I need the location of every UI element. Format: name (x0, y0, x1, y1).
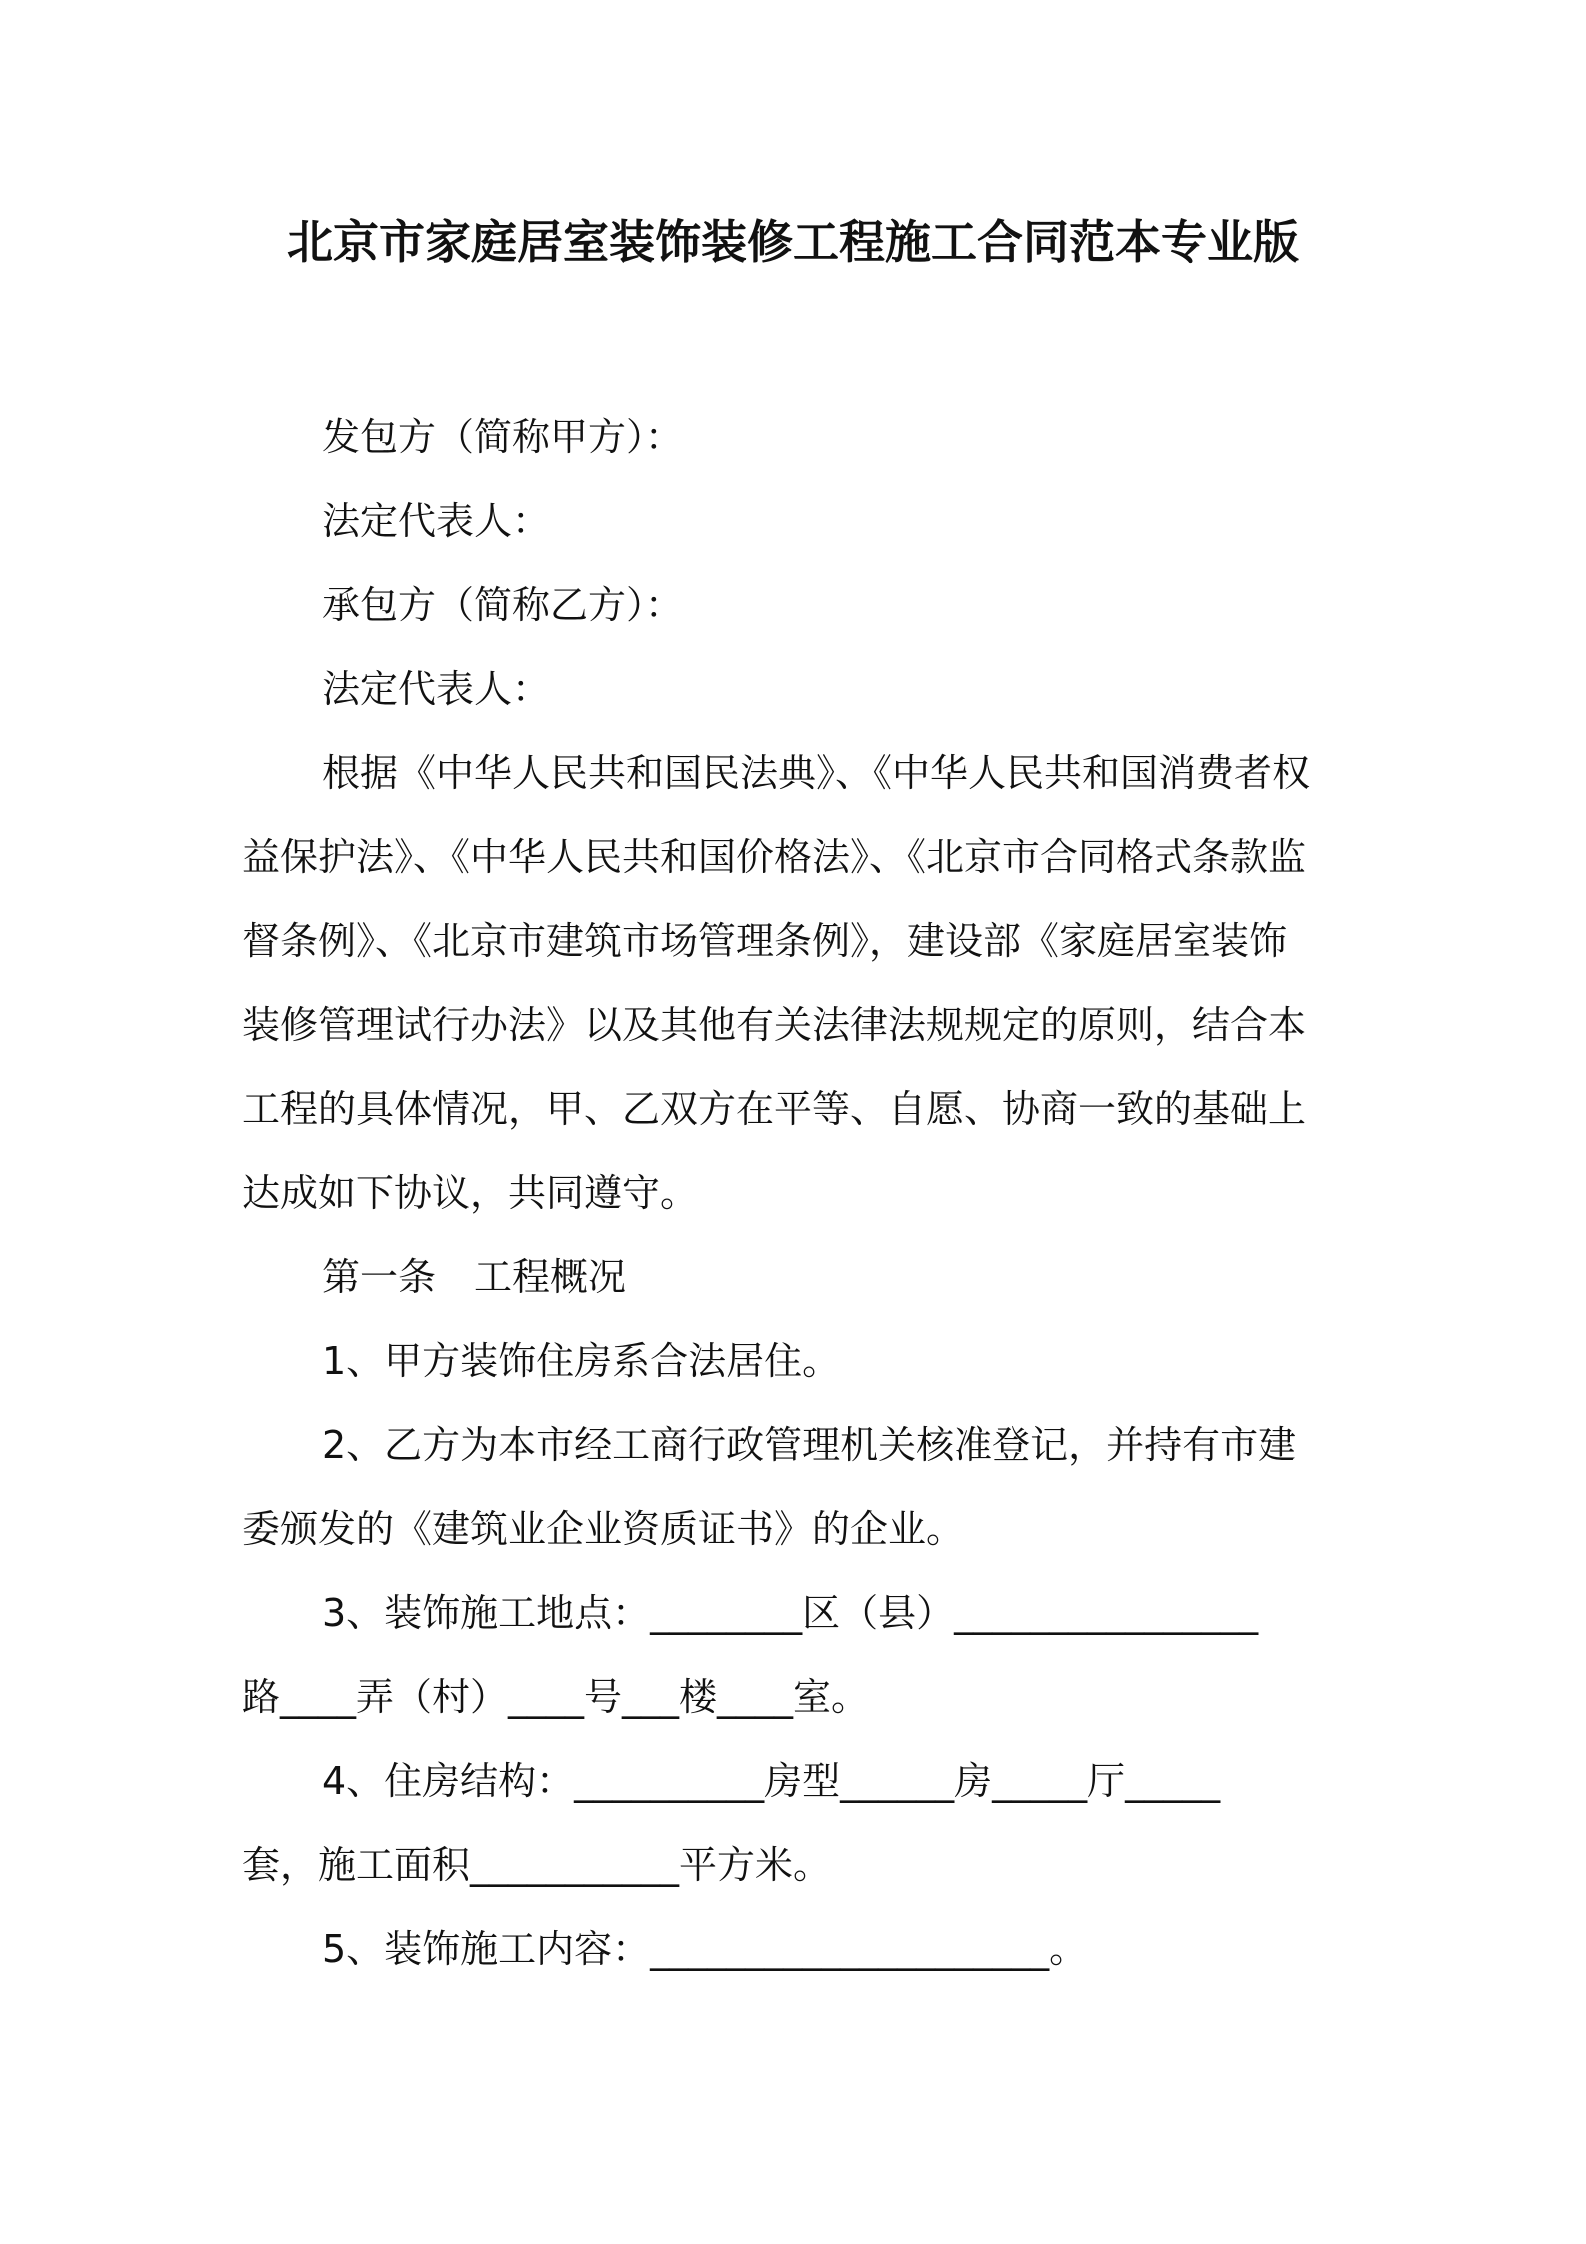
preamble-line: 达成如下协议，共同遵守。 (242, 1171, 699, 1215)
document-title: 北京市家庭居室装饰装修工程施工合同范本专业版 (287, 215, 1299, 269)
preamble-line: 装修管理试行办法》以及其他有关法律法规规定的原则，结合本 (242, 1003, 1307, 1047)
preamble-line: 督条例》、《北京市建筑市场管理条例》，建设部《家庭居室装饰 (242, 919, 1288, 963)
clause-item-5: 5、装饰施工内容：_____________________。 (322, 1927, 1088, 1971)
clause-item-3-line: 3、装饰施工地点：________区（县）________________ (322, 1591, 1259, 1635)
clause-item-4-line: 套，施工面积___________平方米。 (242, 1843, 832, 1887)
clause-item-1: 1、甲方装饰住房系合法居住。 (322, 1339, 841, 1383)
preamble-line: 工程的具体情况，甲、乙双方在平等、自愿、协商一致的基础上 (242, 1087, 1307, 1131)
party-b-label: 承包方（简称乙方）： (322, 583, 684, 627)
clause-item-4-line: 4、住房结构：__________房型______房_____厅_____ (322, 1759, 1221, 1803)
party-a-label: 发包方（简称甲方）： (322, 415, 684, 459)
clause-item-2-line: 2、乙方为本市经工商行政管理机关核准登记，并持有市建 (322, 1423, 1297, 1467)
party-b-representative-label: 法定代表人： (322, 667, 551, 711)
clause-item-2-line: 委颁发的《建筑业企业资质证书》的企业。 (242, 1507, 965, 1551)
clause-item-3-line: 路____弄（村）____号___楼____室。 (242, 1675, 870, 1719)
preamble-line: 益保护法》、《中华人民共和国价格法》、《北京市合同格式条款监 (242, 835, 1307, 879)
preamble-line: 根据《中华人民共和国民法典》、《中华人民共和国消费者权 (322, 751, 1311, 795)
party-a-representative-label: 法定代表人： (322, 499, 551, 543)
article-heading: 第一条 工程概况 (322, 1255, 627, 1299)
